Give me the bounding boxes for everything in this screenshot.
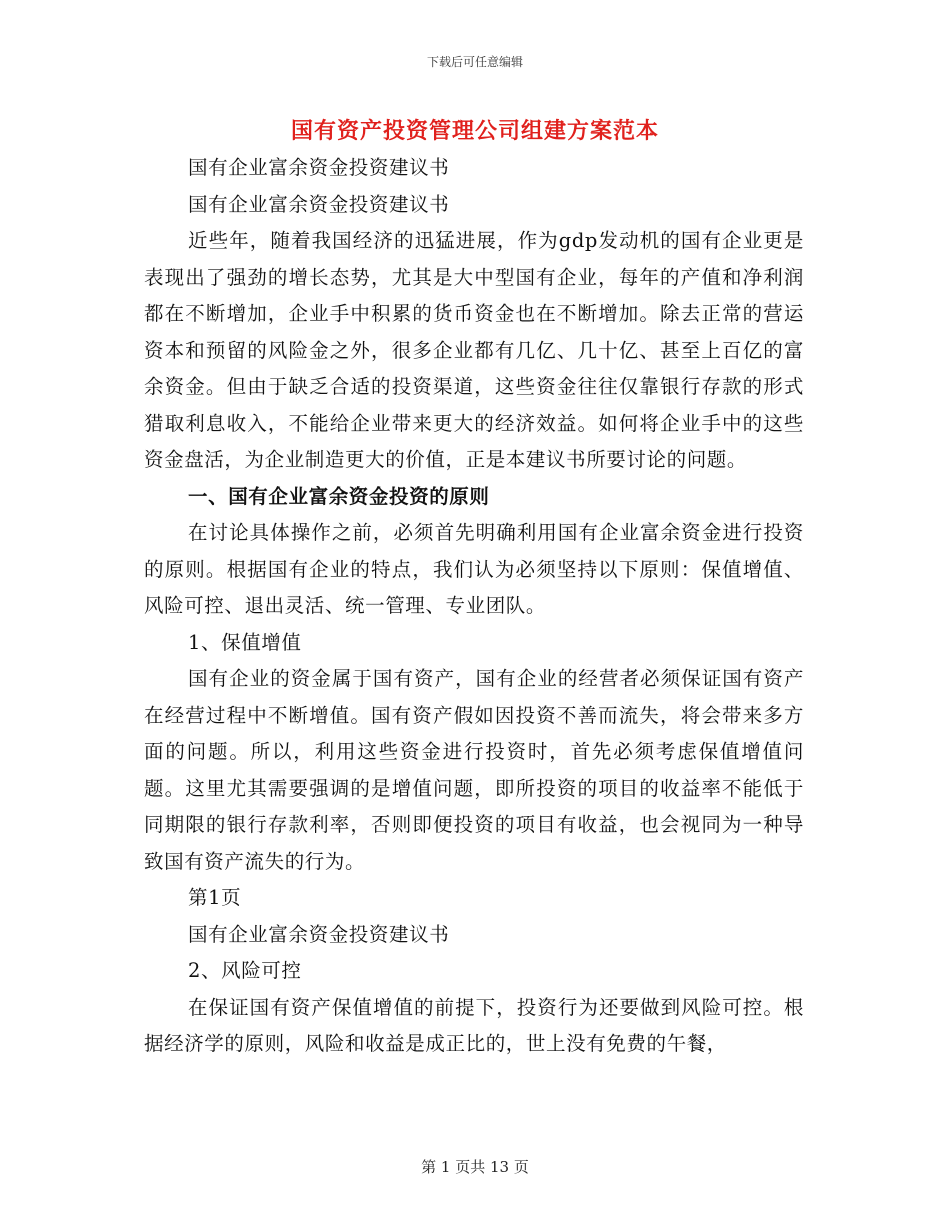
paragraph: 在保证国有资产保值增值的前提下，投资行为还要做到风险可控。根据经济学的原则，风险和收益是成正比的，世上没有免费的午餐， xyxy=(144,995,804,1055)
paragraph: 近些年，随着我国经济的迅猛进展，作为gdp发动机的国有企业更是表现出了强劲的增长态势，尤其是大中型国有企业，每年的产值和净利润都在不断增加，企业手中积累的货币资金也在不断增加。除去正常的营运资本和预留的风险金之外，很多企业都有几亿、几十亿、甚至上百亿的富余资金。但由于缺乏合适的投资渠道，这些资金往往仅靠银行存款的形式猎取利息收入，不能给企业带来更大的经济效益。如何将企业手中的这些资金盘活，为企业制造更大的价值，正是本建议书所要讨论的问题。 xyxy=(144,229,804,471)
header-note: 下载后可任意编辑 xyxy=(426,55,523,69)
section-heading: 一、国有企业富余资金投资的原则 xyxy=(188,484,490,508)
paragraph-subtitle: 国有企业富余资金投资建议书 xyxy=(188,156,450,179)
document-title: 国有资产投资管理公司组建方案范本 xyxy=(290,118,659,144)
document-body xyxy=(144,150,804,1063)
subsection-heading: 1、保值增值 xyxy=(188,630,302,654)
paragraph-subtitle: 国有企业富余资金投资建议书 xyxy=(188,192,450,216)
subsection-heading: 2、风险可控 xyxy=(188,959,302,982)
paragraph: 国有企业的资金属于国有资产，国有企业的经营者必须保证国有资产在经营过程中不断增值。国有资产假如因投资不善而流失，将会带来多方面的问题。所以，利用这些资金进行投资时，首先必须考虑保值增值问题。这里尤其需要强调的是增值问题，即所投资的项目的收益率不能低于同期限的银行存款利率，否则即便投资的项目有收益，也会视同为一种导致国有资产流失的行为。 xyxy=(144,667,804,873)
paragraph: 在讨论具体操作之前，必须首先明确利用国有企业富余资金进行投资的原则。根据国有企业的特点，我们认为必须坚持以下原则：保值增值、风险可控、退出灵活、统一管理、专业团队。 xyxy=(144,521,804,617)
page-marker: 第1页 xyxy=(188,886,242,909)
paragraph-subtitle: 国有企业富余资金投资建议书 xyxy=(188,922,450,946)
page-footer: 第 1 页共 13 页 xyxy=(421,1158,529,1176)
